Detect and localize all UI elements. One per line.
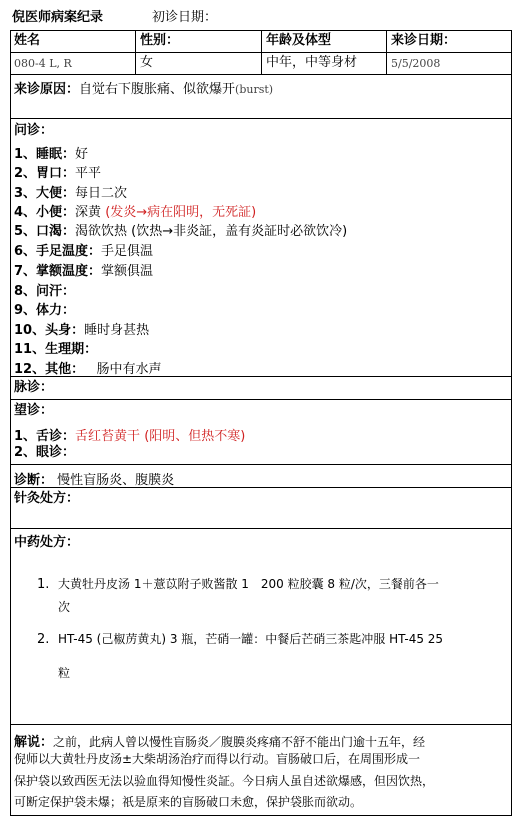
diagnosis <box>14 469 174 488</box>
inquiry-item-value: 掌额俱温 <box>101 264 154 279</box>
gender-value: 女 <box>140 55 154 70</box>
inquiry-item-stool <box>14 182 127 201</box>
eye-diagnosis-label: 2、眼诊： <box>14 445 76 460</box>
visit-date-label: 来诊日期： <box>391 33 457 48</box>
inquiry-item-value: 平平 <box>75 166 102 181</box>
record-title: 倪医师病案纪录 <box>12 10 104 25</box>
visit-reason <box>14 78 273 97</box>
inquiry-item-value: 渴欲饮热 (饮热→非炎証，盖有炎証时必欲饮冷) <box>75 224 348 239</box>
inquiry-item-value: 睡时身甚热 <box>84 323 150 338</box>
explanation-text: 之前，此病人曾以慢性盲肠炎／腹膜炎疼痛不舒不能出门逾十五年，经 <box>53 735 426 749</box>
explanation-line <box>14 731 425 750</box>
visit-reason-text: 自觉右下腹胀痛、似欲爆开 <box>79 82 236 97</box>
explanation-label: 解说： <box>14 735 54 750</box>
herbal-prescription-label: 中药处方： <box>14 535 80 550</box>
visit-reason-label: 来诊原因： <box>14 82 80 97</box>
inquiry-item-note: (发炎→病在阳明，无死証) <box>105 205 257 220</box>
herbal-item-number: 2. <box>37 632 50 647</box>
inquiry-item-energy <box>14 299 75 318</box>
first-visit-date-label: 初诊日期： <box>152 10 218 25</box>
inquiry-item-label: 7、掌额温度： <box>14 264 102 279</box>
inquiry-label: 问诊： <box>14 123 54 138</box>
tongue-label: 1、舌诊： <box>14 429 76 444</box>
inquiry-item-label: 10、头身： <box>14 323 85 338</box>
herbal-item-line: 大黄牡丹皮汤 1＋薏苡附子败酱散 1 200 粒胶囊 8 粒/次，三餐前各一 <box>58 577 439 591</box>
inquiry-item-value: 好 <box>75 147 89 162</box>
inquiry-item-value: 肠中有水声 <box>96 362 162 377</box>
inquiry-item-label: 8、问汗： <box>14 284 76 299</box>
herbal-item-line: 粒 <box>58 666 71 680</box>
diagnosis-label: 诊断： <box>14 473 54 488</box>
inquiry-item-value: 深黄 <box>75 205 102 220</box>
inquiry-item-label: 3、大便： <box>14 186 76 201</box>
age-body-label: 年龄及体型 <box>266 33 332 48</box>
inquiry-item-label: 12、其他： <box>14 362 85 377</box>
explanation-line: 保护袋以致西医无法以验血得知慢性炎証。今日病人虽自述欲爆感，但因饮热， <box>14 774 435 788</box>
inquiry-item-label: 5、口渴： <box>14 224 76 239</box>
visit-reason-note: (burst) <box>235 83 274 96</box>
herbal-item-line: HT-45 (己椒苈黄丸) 3 瓶，芒硝一罐：中餐后芒硝三茶匙冲服 HT-45 25 <box>58 632 444 646</box>
name-value: 080-4 L, R <box>14 57 72 70</box>
inquiry-item-value: 手足俱温 <box>101 244 154 259</box>
inquiry-item-sweat <box>14 280 75 299</box>
inquiry-item-sleep <box>14 143 88 162</box>
inquiry-item-label: 11、生理期： <box>14 342 98 357</box>
inquiry-item-label: 1、睡眠： <box>14 147 76 162</box>
name-label: 姓名 <box>14 33 41 48</box>
gender-label: 性别： <box>140 33 180 48</box>
acupuncture-label: 针灸处方： <box>14 491 80 506</box>
herbal-item-number: 1. <box>37 577 50 592</box>
explanation-line: 可断定保护袋未爆；祇是原来的盲肠破口未愈，保护袋胀而欲动。 <box>14 795 363 809</box>
inquiry-item-label: 4、小便： <box>14 205 76 220</box>
herbal-item-line: 次 <box>58 600 71 614</box>
visit-date-value: 5/5/2008 <box>391 57 441 70</box>
tongue-value: 舌红苔黄干 <box>75 429 141 444</box>
inquiry-item-label: 9、体力： <box>14 303 76 318</box>
inquiry-item-urine <box>14 201 256 220</box>
inquiry-item-head-body <box>14 319 149 338</box>
inquiry-item-hand-foot-temp <box>14 240 153 259</box>
tongue-note: (阳明、但热不寒) <box>144 429 246 444</box>
inquiry-item-appetite <box>14 162 101 181</box>
inquiry-item-label: 2、胃口： <box>14 166 76 181</box>
inquiry-item-label: 6、手足温度： <box>14 244 102 259</box>
explanation-line: 倪师以大黄牡丹皮汤±大柴胡汤治疗而得以行动。盲肠破口后，在周围形成一 <box>14 752 421 766</box>
observation-label: 望诊： <box>14 403 54 418</box>
inquiry-item-other <box>14 358 162 377</box>
age-body-value: 中年，中等身材 <box>266 55 358 70</box>
inquiry-item-value: 每日二次 <box>75 186 128 201</box>
pulse-diagnosis-label: 脉诊： <box>14 380 54 395</box>
tongue-diagnosis <box>14 425 245 444</box>
inquiry-item-palm-forehead-temp <box>14 260 153 279</box>
diagnosis-value: 慢性盲肠炎、腹膜炎 <box>57 473 175 488</box>
inquiry-item-thirst <box>14 220 347 239</box>
inquiry-item-menstrual <box>14 338 97 357</box>
